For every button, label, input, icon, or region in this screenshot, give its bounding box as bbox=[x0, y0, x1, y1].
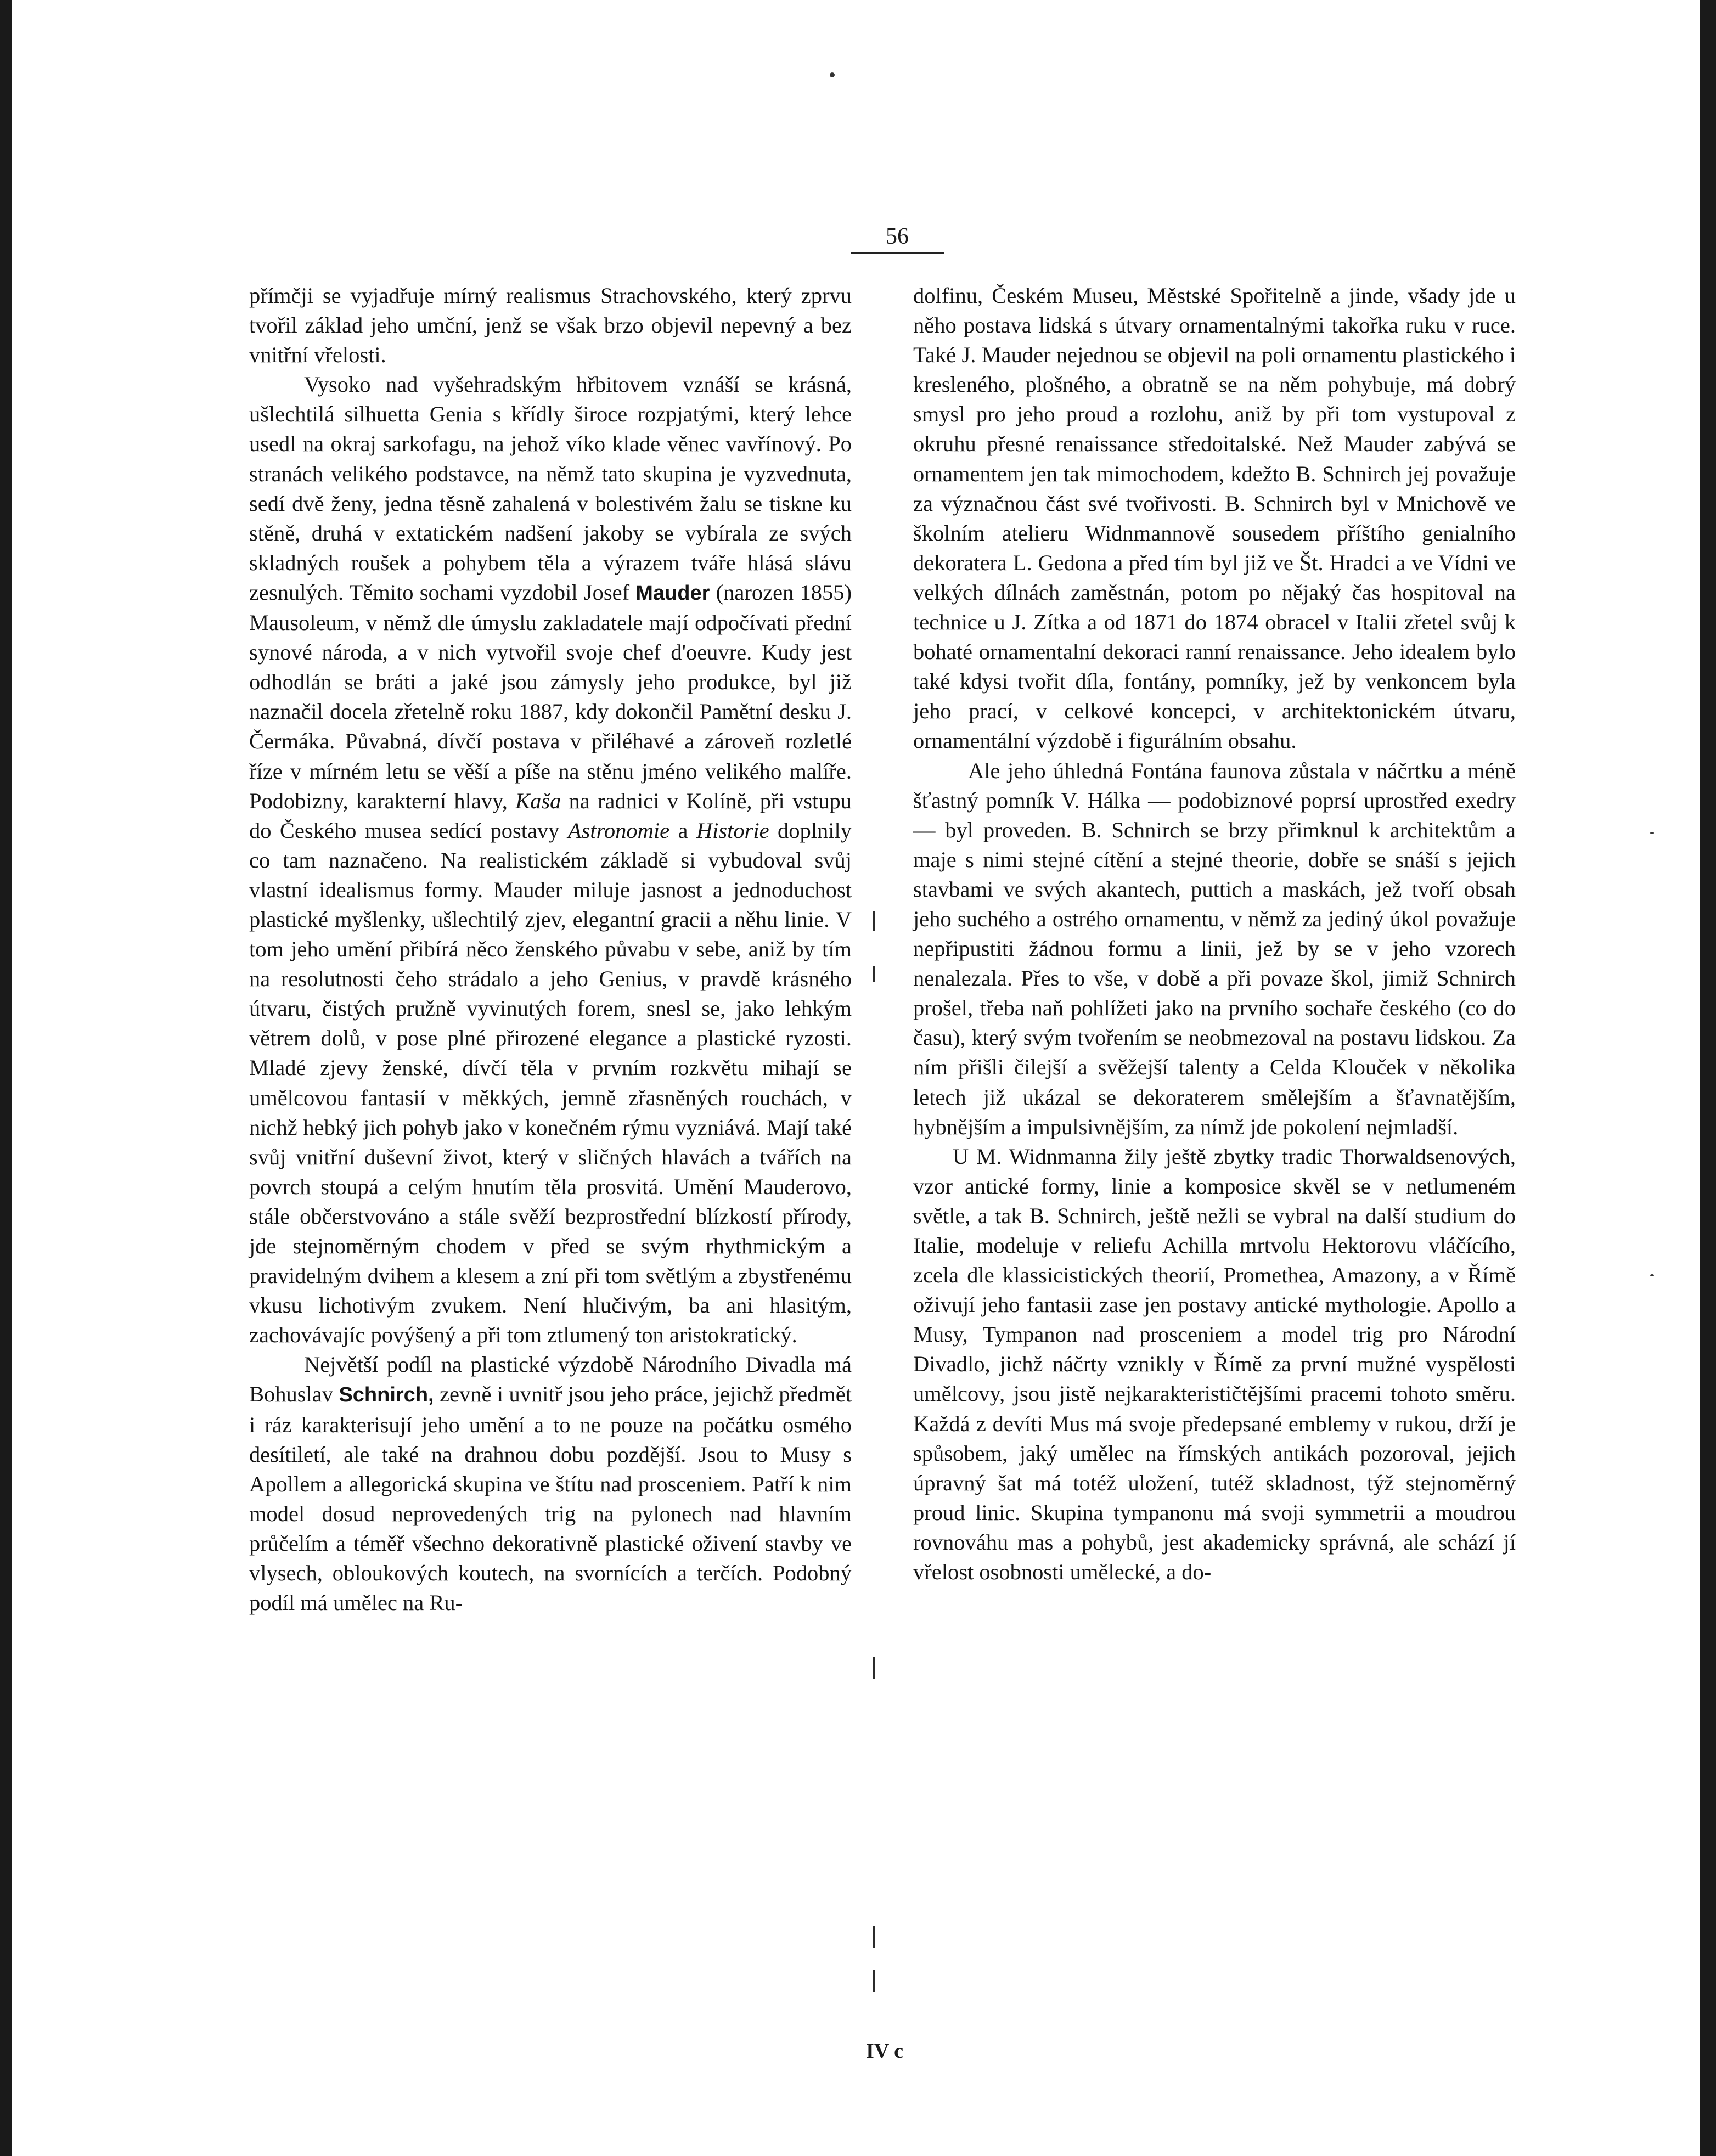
text-run: zevně i uvnitř jsou jeho práce, jejichž předmět i ráz karakterisují jeho umění a to ne pouze na počátku osmého desítiletí, ale také na drahnou dobu pozdější. Jsou to Musy s Apollem a allegorická skupina ve štítu nad prosceniem. Patří k nim model dosud neprovedených trig na pylonech nad hlavním průčelím a téměř všechno dekorativně plastické oživení stavby ve vlysech, obloukových koutech, na svornících a terčích. Podobný podíl má umělec na Ru- bbox=[249, 1382, 852, 1615]
artist-name: Mauder bbox=[635, 581, 710, 605]
paragraph: U M. Widnmanna žily ještě zbytky tradic Thorwaldsenových, vzor antické formy, linie a komposice skvěl se v netlumeném světle, a tak B. Schnirch, ještě nežli se vybral na další studium do Italie, modeluje v reliefu Achilla mrtvolu Hektorovu vláčícího, zcela dle klassicistických theorií, Promethea, Amazony, a v Římě oživují jeho fantasii zase jen postavy antické mythologie. Apollo a Musy, Tympanon nad prosceniem a model trig pro Národní Divadlo, jichž náčrty vznikly v Římě za první mužné vyspělosti umělcovy, jsou jistě nejkarakterističtějšími pracemi tohoto směru. Každá z devíti Mus má svoje předepsané emblemy v rukou, drží je spůsobem, jaký umělec na římských antikách pozoroval, jejich úpravný šat má totéž uložení, tutéž skladnost, týž stejnoměrný proud linic. Skupina tympanonu má svoji symmetrii a moudrou rovnováhu mas a pohybů, jest akademicky správná, ale schází jí vřelost osobnosti umělecké, a do- bbox=[913, 1144, 1516, 1585]
print-speck bbox=[830, 72, 835, 77]
page-number: 56 bbox=[851, 224, 944, 254]
scan-edge-right bbox=[1700, 0, 1716, 2156]
signature-mark: IV c bbox=[866, 2040, 903, 2063]
book-page bbox=[12, 0, 1700, 2156]
column-rule bbox=[873, 1657, 875, 1679]
work-title: Kaša bbox=[515, 788, 561, 813]
artist-name: Schnirch, bbox=[339, 1383, 434, 1407]
text-run: a bbox=[678, 818, 688, 843]
paragraph: přímčji se vyjadřuje mírný realismus Strachovského, který zprvu tvořil základ jeho umční, jenž se však brzo objevil nepevný a bez vnitřní vřelosti. bbox=[249, 283, 852, 368]
text-run: doplnily co tam naznačeno. Na realistickém základě si vybudoval svůj vlastní idealismus formy. Mauder miluje jasnost a jednoduchost plastické myšlenky, ušlechtilý zjev, elegantní gracii a něhu linie. V tom jeho umění přibírá něco ženského půvabu v sebe, aniž by tím na resolutnosti čeho strádalo a jeho Genius, v pravdě krásného útvaru, čistých pružně vyvinutých forem, snesl se, jako lehkým větrem dolů, v pose plné přirozené elegance a plastické ryzosti. Mladé zjevy ženské, dívčí těla v prvním rozkvětu mihají se umělcovou fantasií v měkkých, jemně zřasněných rouchách, v nichž hebký jich pohyb jako v konečném rýmu vyzniává. Mají také svůj vnitřní duševní život, který v sličných hlavách a tvářích na povrch stoupá a celým hnutím těla prosvitá. Umění Mauderovo, stále občerstvováno a stále svěží bezprostřední blízkostí přírody, jde stejnoměrným chodem v před se svým rhythmickým a pravidelným dvihem a klesem a zní při tom světlým a zbystřenému vkusu lichotivým zvukem. Není hlučivým, ba ani hlasitým, zachovávajíc povýšený a při tom ztlumený ton aristokratický. bbox=[249, 818, 852, 1348]
left-column bbox=[249, 281, 852, 1618]
right-column bbox=[913, 281, 1516, 1587]
text-run: (narozen 1855) Mausoleum, v němž dle úmyslu zakladatele mají odpočívati přední synové národa, a v nich vytvořil svoje chef d'oeuvre. Kudy jest odhodlán se bráti a jaké jsou zámysly jeho produkce, byl již naznačil docela zřetelně roku 1887, kdy dokončil Pamětní desku J. Čermáka. Půvabná, dívčí postava v přiléhavé a zároveň rozletlé říze v mírném letu se věší a píše na stěnu jméno velikého malíře. Podobizny, karakterní hlavy, bbox=[249, 579, 852, 813]
print-speck bbox=[1650, 832, 1654, 834]
column-rule bbox=[873, 966, 875, 982]
paragraph: dolfinu, Českém Museu, Městské Spořitelně a jinde, všady jde u něho postava lidská s útvary ornamentalnými takořka ruku v ruce. Také J. Mauder nejednou se objevil na poli ornamentu plastického i kresleného, plošného, a obratně se na něm pohybuje, má dobrý smysl pro jeho proud a rozlohu, aniž by při tom vystupoval z okruhu přesné renaissance středoitalské. Než Mauder zabývá se ornamentem jen tak mimochodem, kdežto B. Schnirch jej považuje za význačnou část své tvořivosti. B. Schnirch byl v Mnichově ve školním atelieru Widnmannově sousedem příštího genialního dekoratera L. Gedona a před tím byl již ve Št. Hradci a ve Vídni ve velkých dílnách zaměstnán, potom po nějaký čas hospitoval na technice u J. Zítka a od 1871 do 1874 obracel v Italii zřetel svůj k bohaté ornamentalní dekoraci ranní renaissance. Jeho idealem bylo také kdysi tvořit díla, fontány, pomníky, jež by venkoncem byla jeho prací, v celkové koncepci, v architektonickém útvaru, ornamentální výzdobě i figurálním obsahu. bbox=[913, 283, 1516, 753]
print-speck bbox=[1650, 1274, 1654, 1276]
text-run: Vysoko nad vyšehradským hřbitovem vznáší se krásná, ušlechtilá silhuetta Genia s křídly široce rozpjatými, který lehce usedl na okraj sarkofagu, na jehož víko klade věnec vavřínový. Po stranách velikého podstavce, na němž tato skupina je vyzvednuta, sedí dvě ženy, jedna těsně zahalená v bolestivém žalu se tiskne ku stěně, druhá v extatickém nadšení jakoby se vybírala ze svých skladných roušek a pohybem těla a výrazem tváře hlásá slávu zesnulých. Těmito sochami vyzdobil Josef bbox=[249, 372, 852, 605]
scan-edge-left bbox=[0, 0, 12, 2156]
paragraph bbox=[249, 370, 852, 1350]
column-rule bbox=[873, 1970, 875, 1992]
work-title: Historie bbox=[696, 818, 769, 843]
text-run: na radnici v Kolíně, při vstupu do Českého musea sedící postavy bbox=[249, 788, 852, 843]
work-title: Astronomie bbox=[567, 818, 670, 843]
column-rule bbox=[873, 1926, 875, 1948]
text-run: Největší podíl na plastické výzdobě Národního Divadla má Bohuslav bbox=[249, 1352, 852, 1407]
paragraph: Ale jeho úhledná Fontána faunova zůstala v náčrtku a méně šťastný pomník V. Hálka — podobiznové poprsí uprostřed exedry — byl proveden. B. Schnirch se brzy přimknul k architektům a maje s nimi stejné cítění a stejné theorie, dobře se snáší s jejich stavbami ve svých akantech, puttich a maskách, jež tvoří obsah jeho suchého a ostrého ornamentu, v němž za jediný úkol považuje nepřipustiti žádnou formu a linii, jež by se v jeho vzorech nenalezala. Přes to vše, v době a při povaze škol, jimiž Schnirch prošel, třeba naň pohlížeti jako na prvního sochaře českého (co do času), který svým tvořením se neobmezoval na postavu lidskou. Za ním přišli čilejší a svěžejší talenty a Celda Klouček v několika letech již ukázal se dekoraterem smělejším a šťavnatějším, hybnějším a impulsivnějším, za nímž jde pokolení nejmladší. bbox=[913, 758, 1516, 1139]
paragraph bbox=[249, 1350, 852, 1618]
column-rule bbox=[873, 911, 875, 931]
